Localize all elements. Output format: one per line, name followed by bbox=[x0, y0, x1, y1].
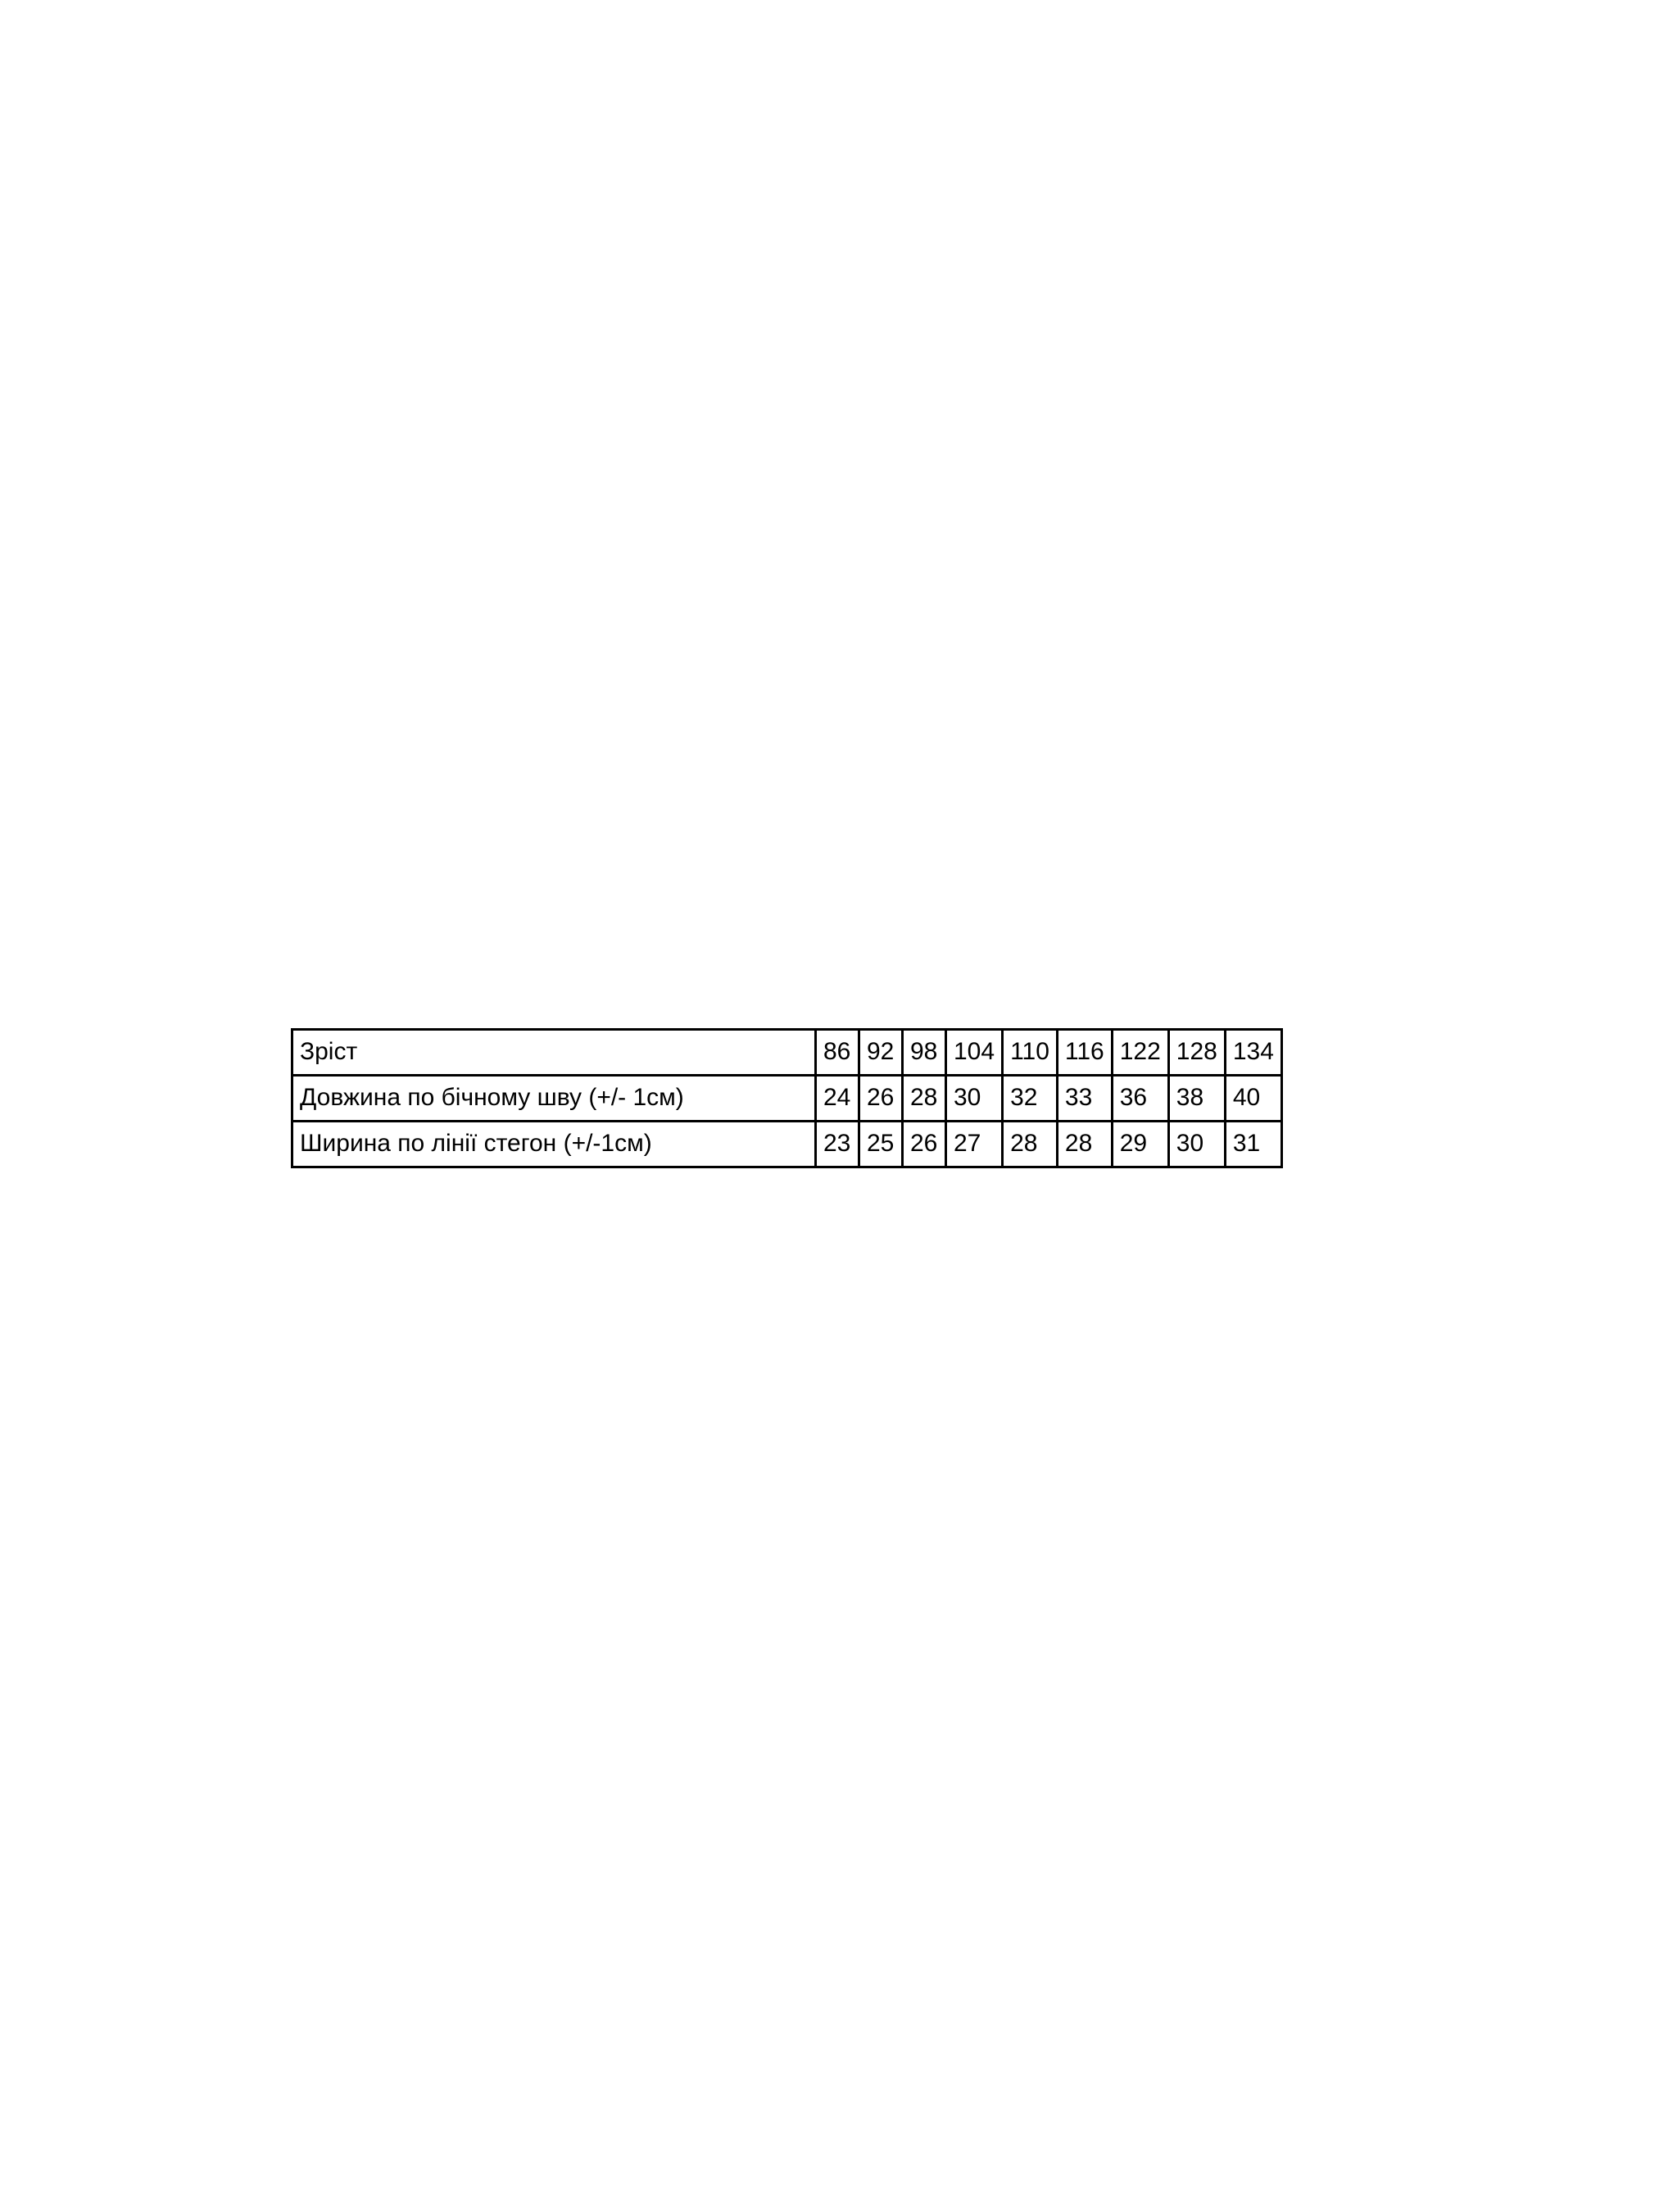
table-cell: 116 bbox=[1058, 1031, 1113, 1077]
table-cell: 86 bbox=[817, 1031, 860, 1077]
table-cell: 23 bbox=[817, 1122, 860, 1168]
table-cell: 25 bbox=[860, 1122, 904, 1168]
table-cell: 28 bbox=[1004, 1122, 1058, 1168]
table-cell: 40 bbox=[1226, 1077, 1283, 1122]
table-cell: 29 bbox=[1113, 1122, 1170, 1168]
row-label: Ширина по лінії стегон (+/-1см) bbox=[293, 1122, 817, 1168]
table-cell: 26 bbox=[904, 1122, 947, 1168]
row-label: Зріст bbox=[293, 1031, 817, 1077]
table-cell: 110 bbox=[1004, 1031, 1058, 1077]
table-cell: 36 bbox=[1113, 1077, 1170, 1122]
size-chart-table bbox=[291, 1028, 1283, 1168]
table-cell: 134 bbox=[1226, 1031, 1283, 1077]
table-cell: 38 bbox=[1170, 1077, 1226, 1122]
table-cell: 122 bbox=[1113, 1031, 1170, 1077]
table-cell: 27 bbox=[947, 1122, 1004, 1168]
row-label: Довжина по бічному шву (+/- 1см) bbox=[293, 1077, 817, 1122]
table-cell: 26 bbox=[860, 1077, 904, 1122]
table-cell: 32 bbox=[1004, 1077, 1058, 1122]
table-cell: 33 bbox=[1058, 1077, 1113, 1122]
table-cell: 92 bbox=[860, 1031, 904, 1077]
table-cell: 24 bbox=[817, 1077, 860, 1122]
table-cell: 28 bbox=[904, 1077, 947, 1122]
size-chart-container bbox=[291, 1028, 1283, 1168]
table-cell: 98 bbox=[904, 1031, 947, 1077]
table-row bbox=[293, 1077, 1283, 1122]
table-cell: 30 bbox=[1170, 1122, 1226, 1168]
table-cell: 31 bbox=[1226, 1122, 1283, 1168]
table-cell: 28 bbox=[1058, 1122, 1113, 1168]
table-row bbox=[293, 1122, 1283, 1168]
table-cell: 104 bbox=[947, 1031, 1004, 1077]
table-cell: 30 bbox=[947, 1077, 1004, 1122]
table-row bbox=[293, 1031, 1283, 1077]
table-cell: 128 bbox=[1170, 1031, 1226, 1077]
